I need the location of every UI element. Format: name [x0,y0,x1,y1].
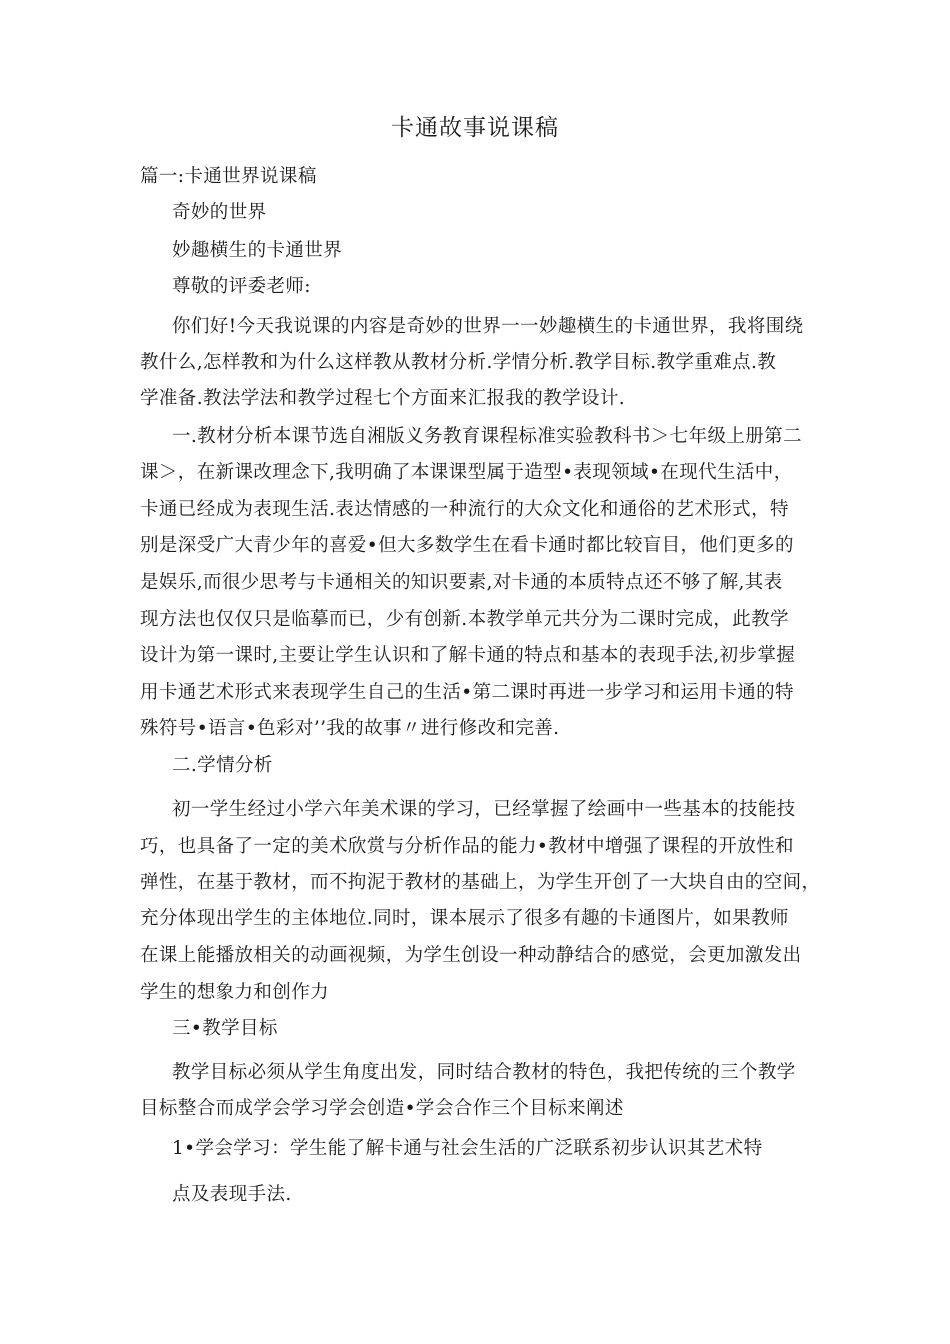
list-item-line: 点及表现手法. [172,1184,292,1205]
section-heading: 二.学情分析 [172,755,273,776]
section-heading: 篇一:卡通世界说课稿 [140,166,317,187]
salutation-line: 尊敬的评委老师: [172,276,311,297]
paragraph-line: 充分体现出学生的主体地位.同时，课本展示了很多有趣的卡通图片，如果教师 [140,908,789,929]
paragraph-line: 别是深受广大青少年的喜爱•但大多数学生在看卡通时都比较盲目，他们更多的 [140,535,794,556]
paragraph-line: 殊符号•语言•色彩对’’我的故事〃进行修改和完善. [140,718,560,739]
subtitle-line: 奇妙的世界 [172,202,267,223]
paragraph-line: 教什么,怎样教和为什么这样教从教材分析.学情分析.教学目标.教学重难点.教 [140,352,777,373]
section-heading: 三•教学目标 [172,1018,278,1039]
paragraph-line: 用卡通艺术形式来表现学生自己的生活•第二课时再进一步学习和运用卡通的特 [140,682,794,703]
list-item-line: 1•学会学习：学生能了解卡通与社会生活的广泛联系初步认识其艺术特 [172,1138,763,1159]
paragraph-line: 在课上能播放相关的动画视频，为学生创设一种动静结合的感觉，会更加激发出 [140,945,802,966]
paragraph-line: 初一学生经过小学六年美术课的学习，已经掌握了绘画中一些基本的技能技 [172,799,796,820]
paragraph-line: 设计为第一课时,主要让学生认识和了解卡通的特点和基本的表现手法,初步掌握 [140,645,796,666]
paragraph-line: 教学目标必须从学生角度出发，同时结合教材的特色，我把传统的三个教学 [172,1062,796,1083]
paragraph-line: 学准备.教法学法和教学过程七个方面来汇报我的教学设计. [140,388,626,409]
paragraph-line: 是娱乐,而很少思考与卡通相关的知识要素,对卡通的本质特点还不够了解,其表 [140,572,783,593]
paragraph-line: 现方法也仅仅只是临摹而已，少有创新.本教学单元共分为二课时完成，此教学 [140,609,789,630]
paragraph-line: 课＞，在新课改理念下,我明确了本课课型属于造型•表现领域•在现代生活中， [140,462,793,483]
paragraph-line: 卡通已经成为表现生活.表达情感的一种流行的大众文化和通俗的艺术形式，特 [140,499,789,520]
paragraph-line: 巧，也具备了一定的美术欣赏与分析作品的能力•教材中增强了课程的开放性和 [140,836,794,857]
paragraph-line: 学生的想象力和创作力 [140,982,330,1003]
paragraph-line: 一.教材分析本课节选自湘版义务教育课程标准实验教科书＞七年级上册第二 [172,426,802,447]
paragraph-line: 弹性，在基于教材，而不拘泥于教材的基础上，为学生开创了一大块自由的空间， [140,872,821,893]
document-title: 卡通故事说课稿 [391,115,559,141]
subtitle-line: 妙趣横生的卡通世界 [172,240,343,261]
paragraph-line: 你们好!今天我说课的内容是奇妙的世界一一妙趣横生的卡通世界，我将围绕 [172,316,804,337]
paragraph-line: 目标整合而成学会学习学会创造•学会合作三个目标来阐述 [140,1098,624,1119]
